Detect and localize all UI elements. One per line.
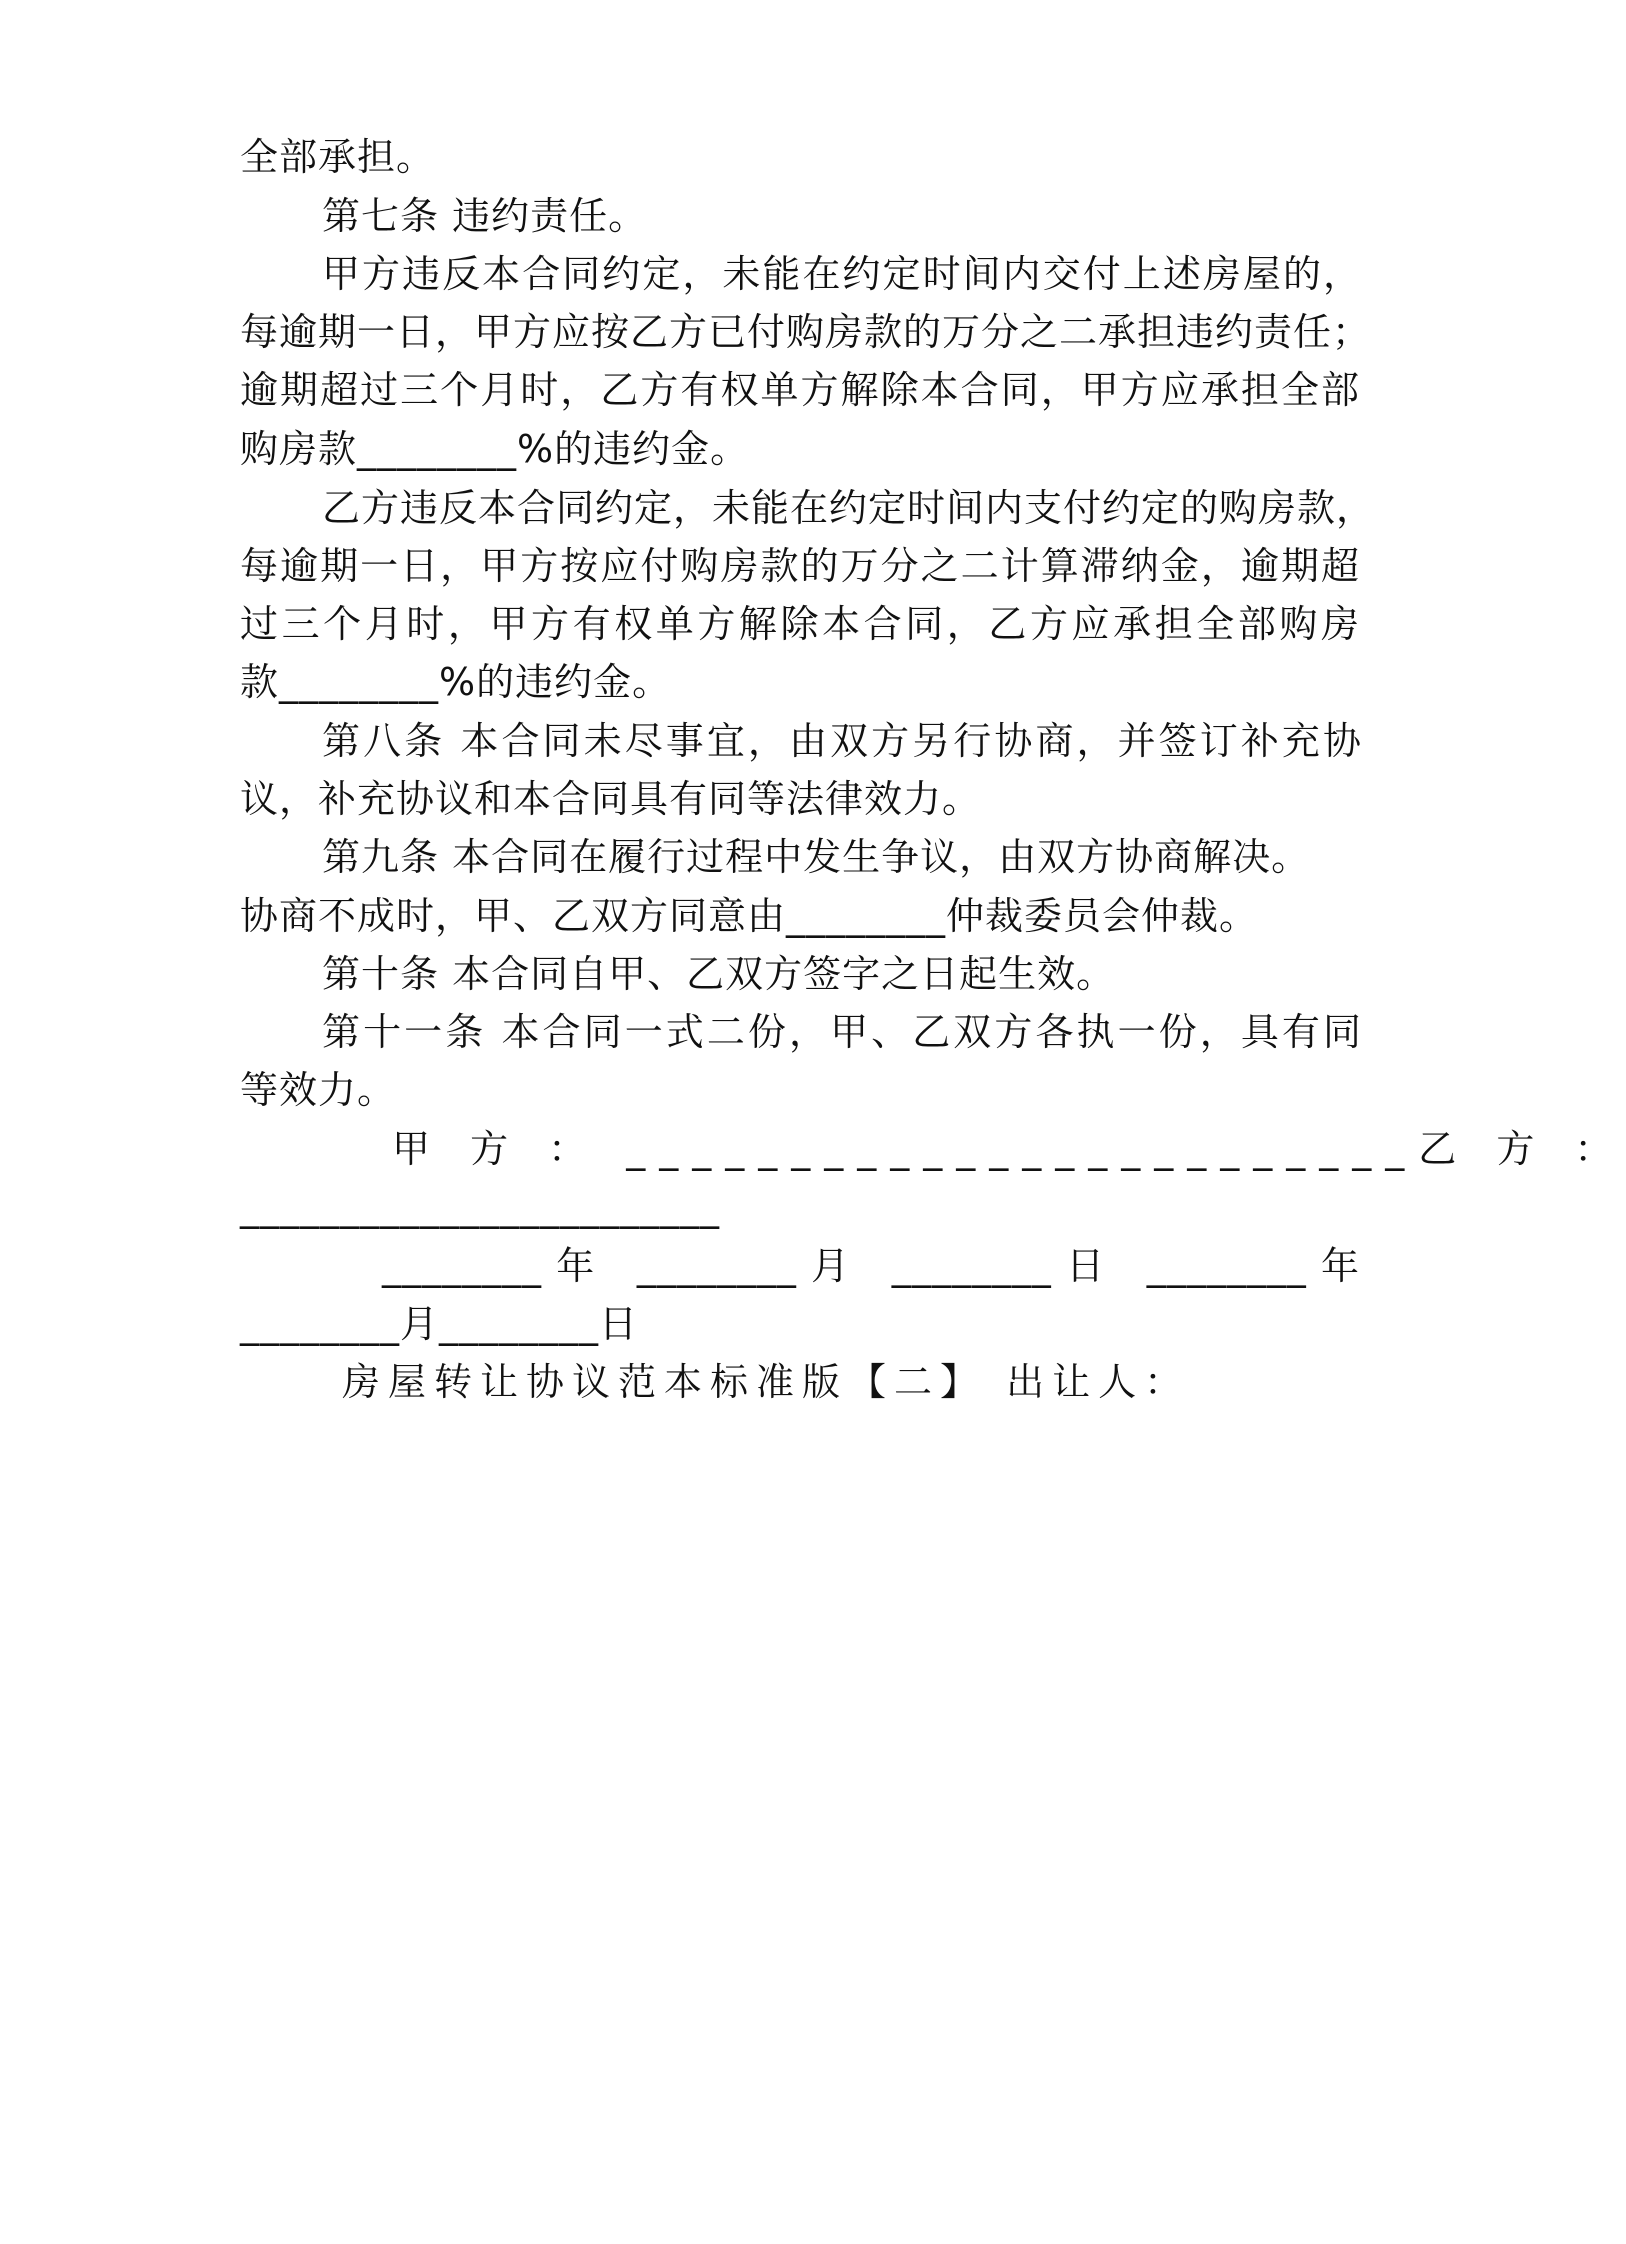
article-8-line-2: 议，补充协议和本合同具有同等法律效力。 (240, 777, 982, 821)
article-11-line-1: 第十一条 本合同一式二份，甲、乙双方各执一份，具有同 (322, 1010, 1362, 1054)
text-line-7: 乙方违反本合同约定，未能在约定时间内支付约定的购房款， (322, 486, 1376, 530)
article-9-line-2: 协商不成时，甲、乙双方同意由________仲裁委员会仲裁。 (240, 894, 1259, 938)
text-line-3: 甲方违反本合同约定，未能在约定时间内交付上述房屋的， (322, 252, 1362, 296)
signature-blank-line: ________________________ (240, 1185, 720, 1229)
next-template-heading: 房屋转让协议范本标准版【二】 出让人： (342, 1360, 1191, 1404)
article-11-line-2: 等效力。 (240, 1068, 397, 1112)
signature-parties-line: 甲 方 ： ________________________乙 方 ： (392, 1127, 1626, 1171)
text-line-8: 每逾期一日，甲方按应付购房款的万分之二计算滞纳金，逾期超 (240, 544, 1360, 588)
article-7-heading: 第七条 违约责任。 (322, 194, 648, 238)
text-line-10: 款________%的违约金。 (240, 660, 672, 704)
text-line-9: 过三个月时，甲方有权单方解除本合同，乙方应承担全部购房 (240, 602, 1360, 646)
date-line-2: ________月________日 (240, 1302, 639, 1346)
article-8-line-1: 第八条 本合同未尽事宜，由双方另行协商，并签订补充协 (322, 719, 1362, 763)
article-9-line-1: 第九条 本合同在履行过程中发生争议，由双方协商解决。 (322, 835, 1311, 879)
text-line-6: 购房款________%的违约金。 (240, 427, 750, 471)
text-line-1: 全部承担。 (240, 135, 436, 179)
text-line-5: 逾期超过三个月时，乙方有权单方解除本合同，甲方应承担全部 (240, 368, 1360, 412)
text-line-4: 每逾期一日，甲方应按乙方已付购房款的万分之二承担违约责任； (240, 310, 1372, 354)
date-line-1: ________年 ________月 ________日 ________年 (382, 1244, 1360, 1288)
article-10: 第十条 本合同自甲、乙双方签字之日起生效。 (322, 952, 1116, 996)
